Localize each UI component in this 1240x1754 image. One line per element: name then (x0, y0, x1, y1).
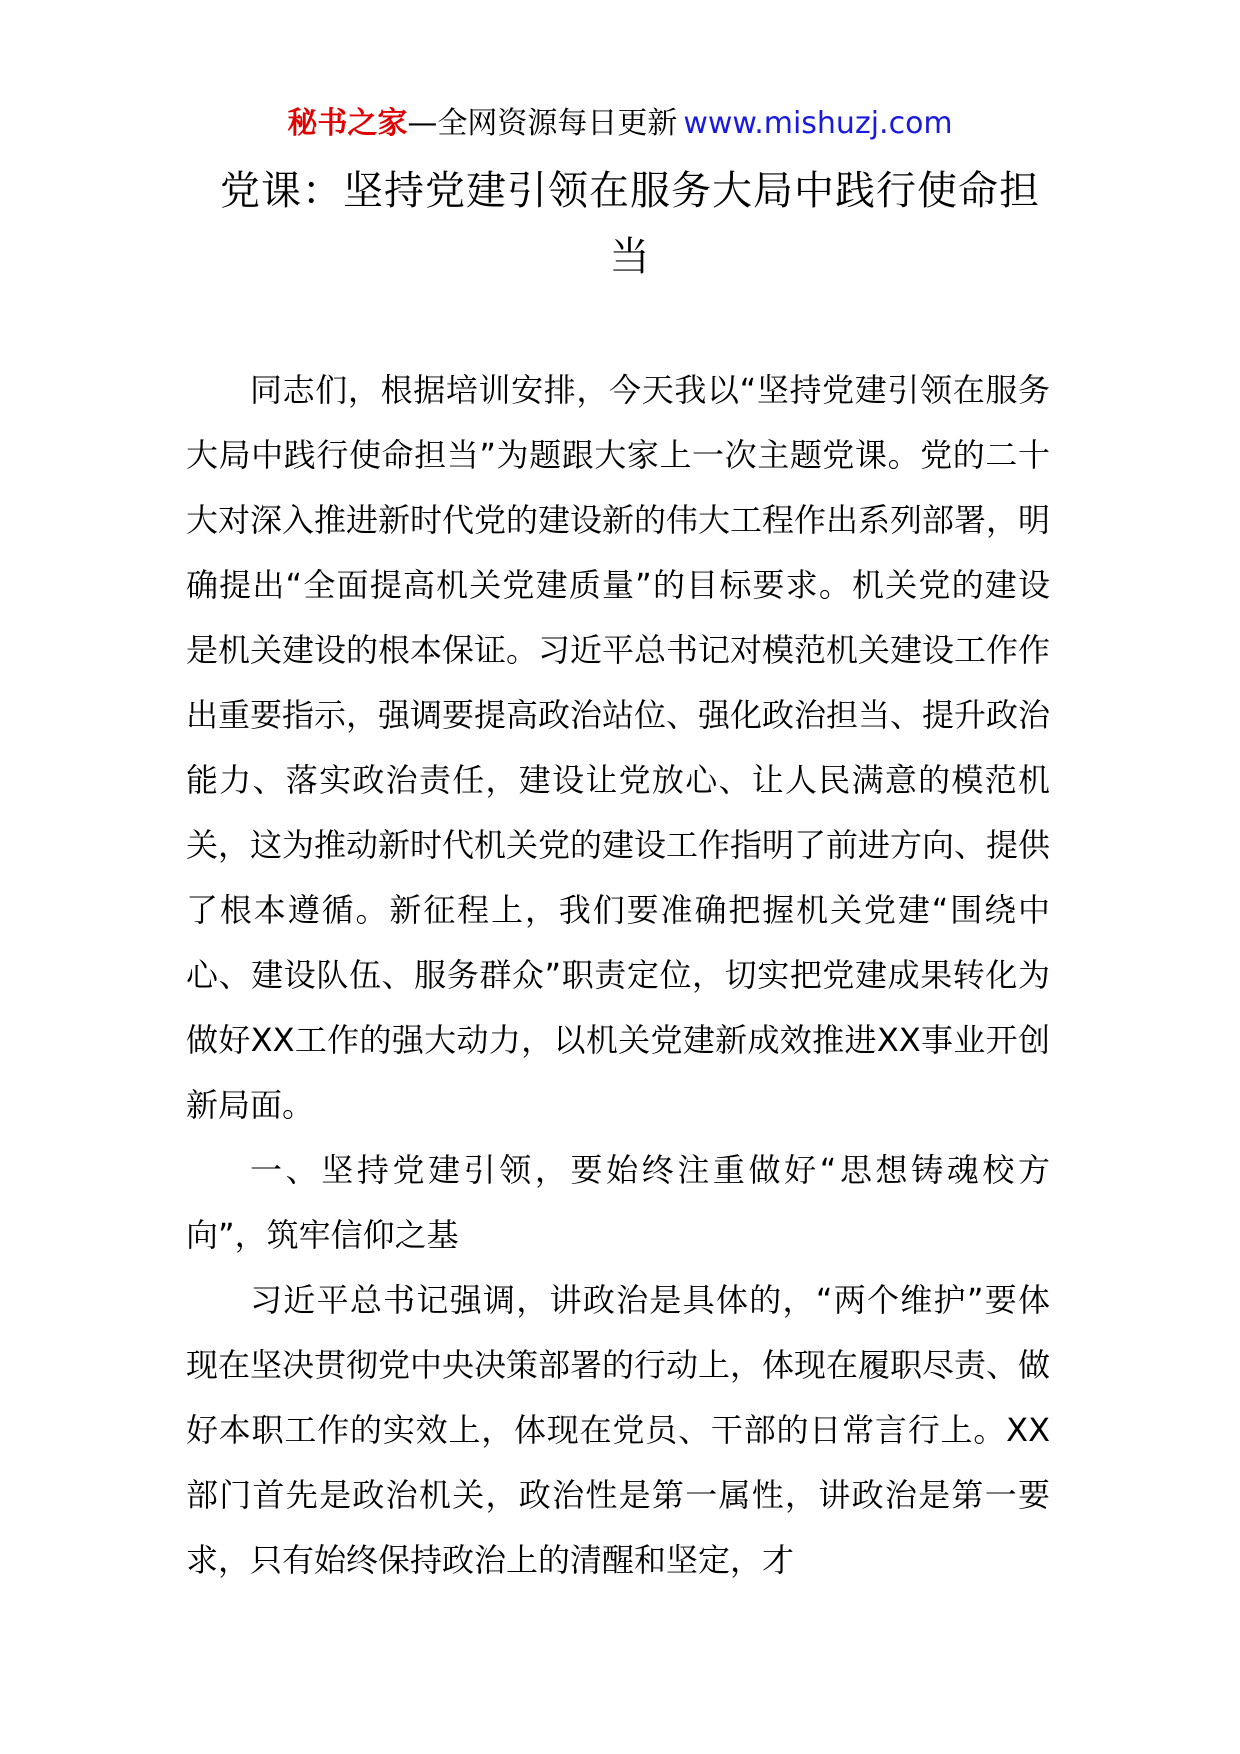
intro-paragraph: 同志们，根据培训安排，今天我以“坚持党建引领在服务大局中践行使命担当”为题跟大家上一次主题党课。党的二十大对深入推进新时代党的建设新的伟大工程作出系列部署，明确提出“全面提高机关党建质量”的目标要求。机关党的建设是机关建设的根本保证。习近平总书记对模范机关建设工作作出重要指示，强调要提高政治站位、强化政治担当、提升政治能力、落实政治责任，建设让党放心、让人民满意的模范机关，这为推动新时代机关党的建设工作指明了前进方向、提供了根本遵循。新征程上，我们要准确把握机关党建“围绕中心、建设队伍、服务群众”职责定位，切实把党建成果转化为做好XX工作的强大动力，以机关党建新成效推进XX事业开创新局面。 (186, 371, 1051, 1124)
section-heading-1: 一、坚持党建引领，要始终注重做好“思想铸魂校方向”，筑牢信仰之基 (186, 1151, 1050, 1254)
brand-name: 秘书之家 (287, 106, 408, 141)
document-title: 党课：坚持党建引领在服务大局中践行使命担当 (220, 168, 1040, 280)
section-1-paragraph: 习近平总书记强调，讲政治是具体的，“两个维护”要体现在坚决贯彻党中央决策部署的行动上，体现在履职尽责、做好本职工作的实效上，体现在党员、干部的日常言行上。XX部门首先是政治机关，政治性是第一属性，讲政治是第一要求，只有始终保持政治上的清醒和坚定，才 (186, 1281, 1051, 1579)
site-header (0, 100, 1240, 148)
document-body (186, 358, 1050, 1593)
header-tagline: —全网资源每日更新 (407, 106, 678, 141)
site-url-link[interactable]: www.mishuzj.com (683, 106, 953, 141)
